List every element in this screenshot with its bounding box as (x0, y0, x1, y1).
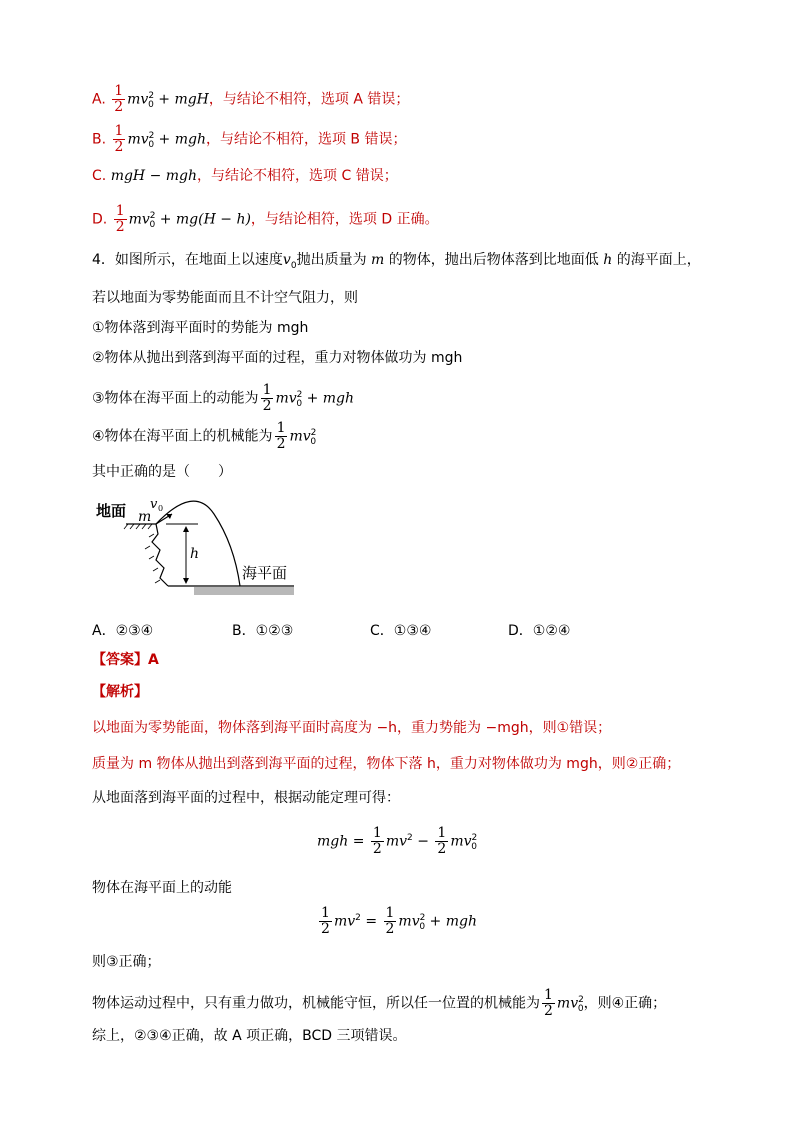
option-label: D. (92, 211, 108, 228)
option-text: ，与结论不相符，选项 B 错误； (205, 131, 407, 148)
equation-2: $\frac{1}{2}$ $mv^2$ = $\frac{1}{2}$ $mv^2_0$ + mgh (321, 905, 477, 937)
answer-label: 【答案】 (92, 652, 148, 668)
frac-num: 1 (437, 825, 447, 841)
frac-den: 2 (114, 139, 124, 155)
analysis-label: 【解析】 (92, 684, 148, 700)
question-ask: 其中正确的是（ ） (92, 464, 232, 480)
math-term: + mg(H − h) (159, 211, 251, 228)
prev-option-d: D. $\frac{1}{2}$ $mv^2_0 + mg(H - h)$，与结论相符，选项 D 正确。 (92, 203, 439, 235)
answer-value: A (148, 652, 159, 668)
fraction (435, 826, 448, 857)
analysis-p6: 物体运动过程中，只有重力做功，机械能守恒，所以任一位置的机械能为 $\frac{1}{2}$ $mv^2_0$，则④正确； (92, 987, 667, 1019)
option-label: A. (92, 91, 106, 108)
frac-num: 1 (115, 203, 125, 219)
frac-den: 2 (544, 1003, 553, 1019)
frac-den: 2 (276, 436, 286, 452)
math-term: mv (127, 91, 149, 108)
fraction (112, 84, 125, 115)
statement-text: ③物体在海平面上的动能为 (92, 390, 259, 407)
fraction (261, 383, 274, 414)
analysis-text: ，则④正确； (583, 995, 667, 1012)
option-text: ，与结论不相符，选项 C 错误； (197, 168, 398, 184)
question-line-1: 4．如图所示，在地面上以速度$v_0$抛出质量为 m 的物体，抛出后物体落到比地面低 h 的海平面上， (92, 252, 701, 271)
frac-num: 1 (276, 420, 286, 436)
frac-num: 1 (372, 825, 382, 841)
figure-ground-label: 地面 (96, 502, 127, 520)
figure-sea-label: 海平面 (242, 564, 288, 582)
statement-text: ④物体在海平面上的机械能为 (92, 428, 273, 445)
fraction (114, 204, 127, 235)
analysis-p3: 从地面落到海平面的过程中，根据动能定理可得： (92, 790, 400, 806)
choice-c[interactable]: C．①③④ (370, 623, 432, 639)
eq-term: + mgh (429, 913, 477, 930)
math-term: mgH − mgh (110, 168, 198, 184)
frac-num: 1 (321, 905, 330, 921)
frac-num: 1 (114, 123, 124, 139)
fraction (319, 906, 332, 937)
math-v0: v (282, 252, 291, 268)
fraction (113, 124, 126, 155)
equation-1: mgh = $\frac{1}{2}$ $mv^2$ − $\frac{1}{2}$ $mv^2_0$ (317, 825, 478, 857)
analysis-p5: 则③正确； (92, 954, 161, 970)
analysis-p1: 以地面为零势能面，物体落到海平面时高度为 −h，重力势能为 −mgh，则①错误； (92, 720, 612, 736)
eq-term: mv (450, 833, 472, 850)
frac-den: 2 (372, 841, 382, 857)
math-term: + mgh (158, 131, 206, 148)
frac-num: 1 (385, 905, 395, 921)
frac-den: 2 (262, 398, 272, 414)
fraction (275, 421, 288, 452)
question-text: 4．如图所示，在地面上以速度 (92, 252, 283, 268)
frac-num: 1 (544, 987, 553, 1003)
analysis-p4: 物体在海平面上的动能 (92, 880, 232, 896)
frac-den: 2 (437, 841, 447, 857)
frac-den: 2 (114, 99, 124, 115)
option-label: B. (92, 131, 107, 148)
analysis-p2: 质量为 m 物体从抛出到落到海平面的过程，物体下落 h，重力对物体做功为 mgh，则②正确； (92, 756, 681, 772)
fraction (371, 826, 384, 857)
math-term: + mgh (306, 390, 355, 407)
answer-line (92, 650, 159, 670)
figure-m-label: m (138, 509, 152, 525)
math-term: mv (127, 131, 149, 148)
fraction (542, 988, 555, 1019)
frac-num: 1 (114, 83, 124, 99)
eq-term: mv (556, 995, 579, 1012)
math-term: mv (128, 211, 150, 228)
choice-b[interactable]: B．①②③ (232, 623, 294, 639)
frac-den: 2 (321, 921, 330, 937)
statement-2: ②物体从抛出到落到海平面的过程，重力对物体做功为 mgh (92, 350, 463, 366)
math-term: mv (275, 390, 297, 407)
analysis-p7: 综上，②③④正确，故 A 项正确，BCD 三项错误。 (92, 1028, 407, 1044)
math-term: mv (289, 428, 311, 445)
option-label: C. (92, 168, 107, 184)
eq-op: − (417, 833, 429, 850)
frac-num: 1 (262, 382, 272, 398)
frac-den: 2 (115, 219, 125, 235)
eq-term: mv (398, 913, 420, 930)
question-line-2: 若以地面为零势能面而且不计空气阻力，则 (92, 290, 358, 306)
statement-3: ③物体在海平面上的动能为 $\frac{1}{2}$ $mv^2_0$ + mgh (92, 382, 355, 414)
choice-d[interactable]: D．①②④ (508, 623, 571, 639)
eq-op: = (365, 913, 378, 930)
analysis-text: 物体运动过程中，只有重力做功，机械能守恒，所以任一位置的机械能为 (92, 995, 540, 1012)
statement-4: ④物体在海平面上的机械能为 $\frac{1}{2}$ $mv^2_0$ (92, 420, 317, 452)
figure-h-label: h (190, 546, 200, 562)
math-term: + mgH (158, 91, 209, 108)
statement-1: ①物体落到海平面时的势能为 mgh (92, 320, 309, 336)
math-h: h (603, 252, 613, 268)
prev-option-c (92, 166, 398, 186)
eq-lhs: mgh = (317, 833, 365, 850)
svg-text:0: 0 (158, 504, 164, 513)
figure-v-label: v (150, 497, 158, 512)
frac-den: 2 (385, 921, 395, 937)
eq-term: mv (385, 833, 408, 850)
prev-option-b: B. $\frac{1}{2}$ $mv^2_0$ + mgh，与结论不相符，选项 B 错误； (92, 123, 407, 155)
question-text: 抛出质量为 (296, 252, 367, 268)
choice-a[interactable]: A．②③④ (92, 623, 154, 639)
fraction (384, 906, 397, 937)
question-text: 的物体，抛出后物体落到比地面低 (388, 252, 599, 268)
option-text: ，与结论相符，选项 D 正确。 (250, 211, 439, 228)
question-text: 的海平面上， (616, 252, 701, 268)
eq-term: mv (333, 913, 356, 930)
cliff-figure (94, 494, 304, 606)
option-text: ，与结论不相符，选项 A 错误； (208, 91, 410, 108)
prev-option-a: A. $\frac{1}{2}$ $mv^2_0$ + mgH，与结论不相符，选项 A 错误； (92, 83, 410, 115)
math-m: m (371, 252, 385, 268)
